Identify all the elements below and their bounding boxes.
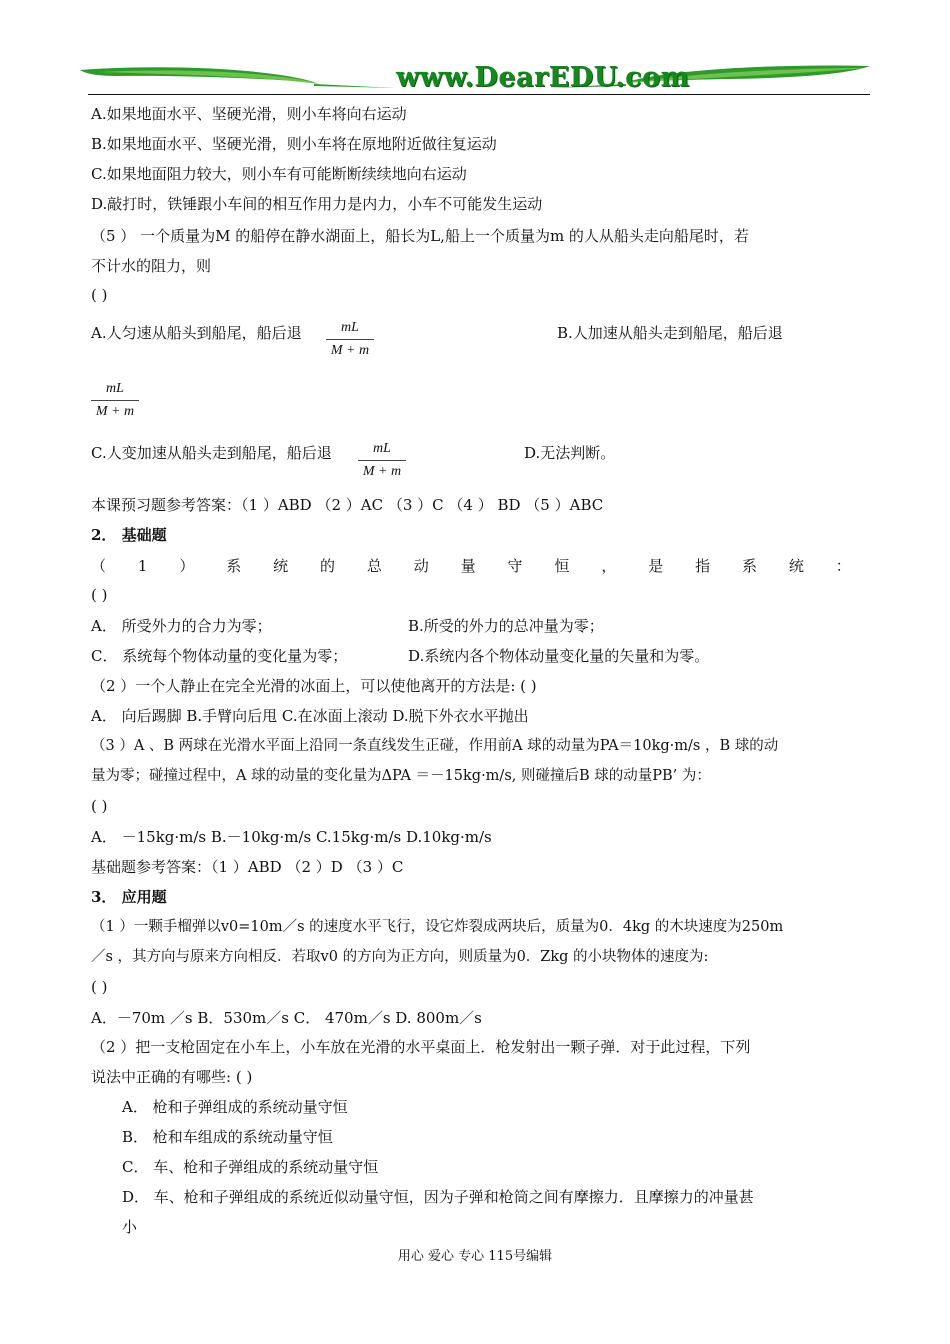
- header-rule: [88, 94, 870, 95]
- fraction-denominator: M + m: [330, 343, 370, 358]
- spaced-char: 系: [226, 557, 242, 575]
- basic-q3-options: A． －15kg·m/s B.－10kg·m/s C.15kg·m/s D.10kg·m/s: [91, 828, 492, 846]
- spaced-char: ：: [835, 557, 851, 575]
- applied-q2-option-a: A． 枪和子弹组成的系统动量守恒: [122, 1098, 348, 1116]
- applied-q2-option-d: D． 车、枪和子弹组成的系统近似动量守恒，因为子弹和枪筒之间有摩擦力．且摩擦力的冲量甚: [122, 1188, 754, 1206]
- q5-option-c: C.人变加速从船头走到船尾，船后退: [91, 444, 332, 462]
- section-3-heading: 3． 应用题: [91, 888, 167, 906]
- basic-q1-option-b: B.所受的外力的总冲量为零；: [408, 617, 604, 635]
- section-2-heading: 2． 基础题: [91, 526, 167, 544]
- spaced-char: 的: [319, 557, 335, 575]
- q5-option-a: A.人匀速从船头到船尾，船后退: [91, 324, 302, 342]
- fraction-bar: [326, 339, 374, 340]
- question-5-line: （5 ） 一个质量为M 的船停在静水湖面上，船长为L,船上一个质量为m 的人从船头走向船尾时，若: [91, 227, 749, 245]
- q5-option-d: D.无法判断。: [524, 444, 616, 462]
- basic-q3-line: （3 ）A 、B 两球在光滑水平面上沿同一条直线发生正碰，作用前A 球的动量为PA＝10kg·m/s ，B 球的动: [91, 738, 779, 754]
- applied-q1-cont: ／s ，其方向与原来方向相反．若取v0 的方向为正方向，则质量为0．Zkg 的小块物体的速度为:: [91, 949, 709, 965]
- fraction-mL-over-M-m: [326, 319, 374, 360]
- q5-option-b: B.人加速从船头走到船尾，船后退: [557, 324, 783, 342]
- basic-q3-cont: 量为零；碰撞过程中，A 球的动量的变化量为ΔPA ＝－15kg·m/s, 则碰撞后B 球的动量PB’ 为：: [91, 768, 711, 784]
- fraction-denominator: M + m: [95, 404, 135, 419]
- basic-answer-key: 基础题参考答案：（1 ）ABD （2 ）D （3 ）C: [91, 858, 404, 876]
- basic-q1-option-c: C． 系统每个物体动量的变化量为零；: [91, 647, 348, 665]
- fraction-bar: [358, 460, 406, 461]
- applied-q2-option-c: C． 车、枪和子弹组成的系统动量守恒: [122, 1158, 379, 1176]
- page-footer: 用心 爱心 专心 115号编辑: [397, 1249, 553, 1264]
- spaced-char: 是: [648, 557, 664, 575]
- question-5-cont: 不计水的阻力，则: [91, 257, 212, 275]
- spaced-char: 守: [507, 557, 523, 575]
- fraction-denominator: M + m: [362, 464, 402, 479]
- header-banner: [78, 62, 872, 96]
- option-b-line: B.如果地面水平、坚硬光滑，则小车将在原地附近做往复运动: [91, 135, 497, 153]
- site-logo: www.DearEDU.com: [396, 62, 690, 93]
- basic-q1-line: [91, 556, 851, 576]
- option-a-line: A.如果地面水平、坚硬光滑，则小车将向右运动: [91, 105, 407, 123]
- answer-paren: ( ): [91, 286, 108, 304]
- fraction-mL-over-M-m: [358, 440, 406, 481]
- spaced-char: 恒: [554, 557, 570, 575]
- spaced-char: 动: [413, 557, 429, 575]
- spaced-char: ）: [179, 557, 195, 575]
- fraction-numerator: mL: [106, 381, 124, 396]
- option-d-line: D.敲打时，铁锤跟小车间的相互作用力是内力，小车不可能发生运动: [91, 195, 543, 213]
- fraction-bar: [91, 400, 139, 401]
- basic-q1-option-a: A． 所受外力的合力为零；: [91, 617, 272, 635]
- spaced-char: （: [91, 557, 107, 575]
- applied-q2-option-b: B． 枪和车组成的系统动量守恒: [122, 1128, 333, 1146]
- applied-q2-option-d-cont: 小: [122, 1218, 138, 1236]
- applied-q2-cont: 说法中正确的有哪些: ( ): [91, 1068, 253, 1086]
- spaced-char: ，: [601, 557, 617, 575]
- spaced-char: 量: [460, 557, 476, 575]
- spaced-char: 系: [742, 557, 758, 575]
- applied-q1-options: A．－70m ／s B．530m／s C． 470m／s D. 800m／s: [91, 1009, 482, 1027]
- spaced-char: 总: [366, 557, 382, 575]
- spaced-char: 指: [695, 557, 711, 575]
- answer-paren: ( ): [91, 586, 108, 604]
- fraction-numerator: mL: [341, 320, 359, 335]
- spaced-char: 1: [137, 557, 148, 575]
- preview-answer-key: 本课预习题参考答案：（1 ）ABD （2 ）AC （3 ）C （4 ） BD （5 ）ABC: [91, 496, 604, 514]
- answer-paren: ( ): [91, 978, 108, 996]
- fraction-mL-over-M-m: [91, 380, 139, 421]
- option-c-line: C.如果地面阻力较大，则小车有可能断断续续地向右运动: [91, 165, 467, 183]
- applied-q1-line: （1 ）一颗手榴弹以v0=10m／s 的速度水平飞行，设它炸裂成两块后，质量为0．4kg 的木块速度为250m: [91, 919, 784, 935]
- applied-q2-line: （2 ）把一支枪固定在小车上，小车放在光滑的水平桌面上．枪发射出一颗子弹．对于此过程，下列: [91, 1038, 751, 1056]
- answer-paren: ( ): [91, 797, 108, 815]
- basic-q1-option-d: D.系统内各个物体动量变化量的矢量和为零。: [408, 647, 710, 665]
- spaced-char: 统: [273, 557, 289, 575]
- spaced-char: 统: [788, 557, 804, 575]
- basic-q2-options: A． 向后踢脚 B.手臂向后甩 C.在冰面上滚动 D.脱下外衣水平抛出: [91, 707, 529, 725]
- fraction-numerator: mL: [373, 441, 391, 456]
- basic-q2-line: （2 ）一个人静止在完全光滑的冰面上，可以使他离开的方法是: ( ): [91, 677, 537, 695]
